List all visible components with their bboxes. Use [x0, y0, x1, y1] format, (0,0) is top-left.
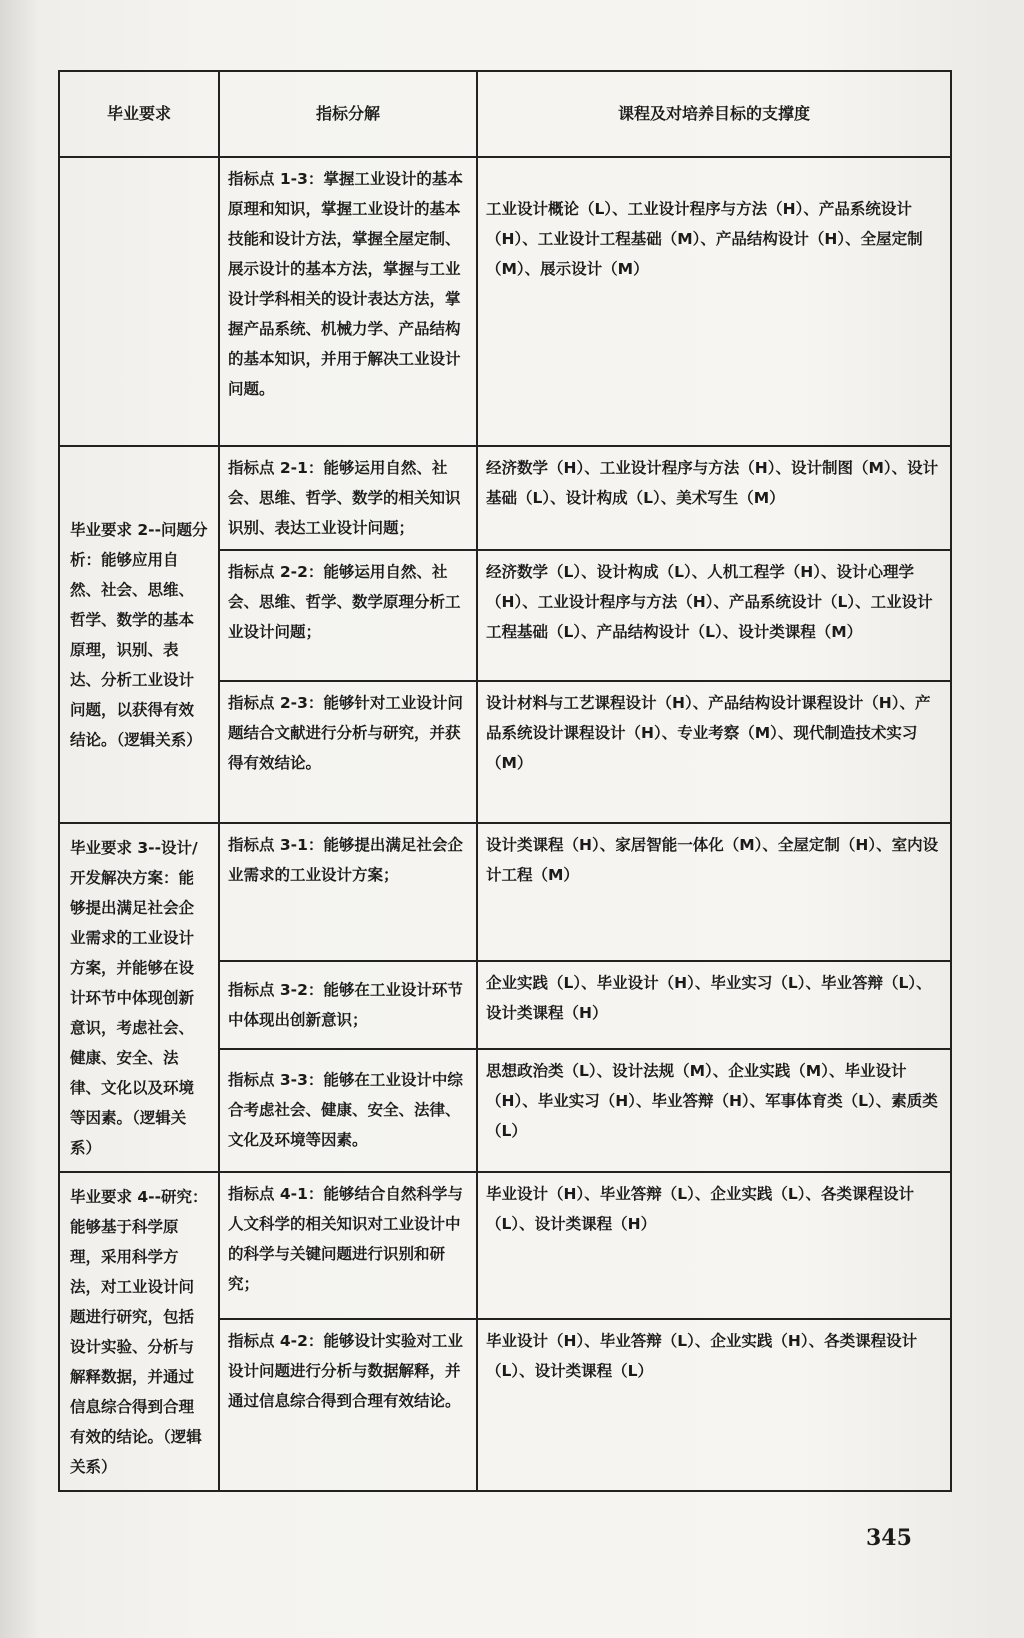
indicator-cell: 指标点 1-3：掌握工业设计的基本原理和知识，掌握工业设计的基本技能和设计方法，掌握全屋定制、展示设计的基本方法，掌握与工业设计学科相关的设计表达方法，掌握产品系统、机械力学、产品结构的基本知识，并用于解决工业设计问题。	[219, 157, 477, 446]
indicator-cell: 指标点 3-1：能够提出满足社会企业需求的工业设计方案；	[219, 823, 477, 961]
table-row	[59, 1172, 951, 1319]
page-number: 345	[866, 1525, 912, 1551]
course-support-cell: 设计类课程（H）、家居智能一体化（M）、全屋定制（H）、室内设计工程（M）	[477, 823, 951, 961]
requirement-cell: 毕业要求 4--研究：能够基于科学原理，采用科学方法，对工业设计问题进行研究，包括设计实验、分析与解释数据，并通过信息综合得到合理有效的结论。（逻辑关系）	[59, 1172, 219, 1491]
indicator-cell: 指标点 3-3：能够在工业设计中综合考虑社会、健康、安全、法律、文化及环境等因素。	[219, 1049, 477, 1172]
indicator-cell: 指标点 2-1：能够运用自然、社会、思维、哲学、数学的相关知识识别、表达工业设计问题；	[219, 446, 477, 550]
course-support-cell: 经济数学（H）、工业设计程序与方法（H）、设计制图（M）、设计基础（L）、设计构成（L）、美术写生（M）	[477, 446, 951, 550]
header-support: 课程及对培养目标的支撑度	[477, 71, 951, 157]
indicator-cell: 指标点 2-2：能够运用自然、社会、思维、哲学、数学原理分析工业设计问题；	[219, 550, 477, 680]
course-support-cell: 毕业设计（H）、毕业答辩（L）、企业实践（H）、各类课程设计（L）、设计类课程（L）	[477, 1319, 951, 1491]
table-row	[59, 823, 951, 961]
course-support-cell: 经济数学（L）、设计构成（L）、人机工程学（H）、设计心理学（H）、工业设计程序与方法（H）、产品系统设计（L）、工业设计工程基础（L）、产品结构设计（L）、设计类课程（M）	[477, 550, 951, 680]
table-header-row	[59, 71, 951, 157]
course-support-cell: 思想政治类（L）、设计法规（M）、企业实践（M）、毕业设计（H）、毕业实习（H）、毕业答辩（H）、军事体育类（L）、素质类（L）	[477, 1049, 951, 1172]
header-indicator: 指标分解	[219, 71, 477, 157]
table-row	[59, 446, 951, 550]
graduation-requirements-table	[58, 70, 952, 1492]
indicator-cell: 指标点 4-1：能够结合自然科学与人文科学的相关知识对工业设计中的科学与关键问题进行识别和研究；	[219, 1172, 477, 1319]
indicator-cell: 指标点 4-2：能够设计实验对工业设计问题进行分析与数据解释，并通过信息综合得到合理有效结论。	[219, 1319, 477, 1491]
requirement-cell: 毕业要求 2--问题分析：能够应用自然、社会、思维、哲学、数学的基本原理，识别、表达、分析工业设计问题，以获得有效结论。（逻辑关系）	[59, 446, 219, 823]
indicator-cell: 指标点 3-2：能够在工业设计环节中体现出创新意识；	[219, 961, 477, 1049]
requirement-cell: 毕业要求 3--设计/开发解决方案：能够提出满足社会企业需求的工业设计方案，并能够在设计环节中体现创新意识，考虑社会、健康、安全、法律、文化以及环境等因素。（逻辑关系）	[59, 823, 219, 1172]
requirement-cell	[59, 157, 219, 446]
indicator-cell: 指标点 2-3：能够针对工业设计问题结合文献进行分析与研究，并获得有效结论。	[219, 681, 477, 823]
course-support-cell: 工业设计概论（L）、工业设计程序与方法（H）、产品系统设计（H）、工业设计工程基础（M）、产品结构设计（H）、全屋定制（M）、展示设计（M）	[477, 157, 951, 446]
course-support-cell: 设计材料与工艺课程设计（H）、产品结构设计课程设计（H）、产品系统设计课程设计（H）、专业考察（M）、现代制造技术实习（M）	[477, 681, 951, 823]
course-support-cell: 毕业设计（H）、毕业答辩（L）、企业实践（L）、各类课程设计（L）、设计类课程（H）	[477, 1172, 951, 1319]
table-row	[59, 157, 951, 446]
header-requirement: 毕业要求	[59, 71, 219, 157]
course-support-cell: 企业实践（L）、毕业设计（H）、毕业实习（L）、毕业答辩（L）、设计类课程（H）	[477, 961, 951, 1049]
